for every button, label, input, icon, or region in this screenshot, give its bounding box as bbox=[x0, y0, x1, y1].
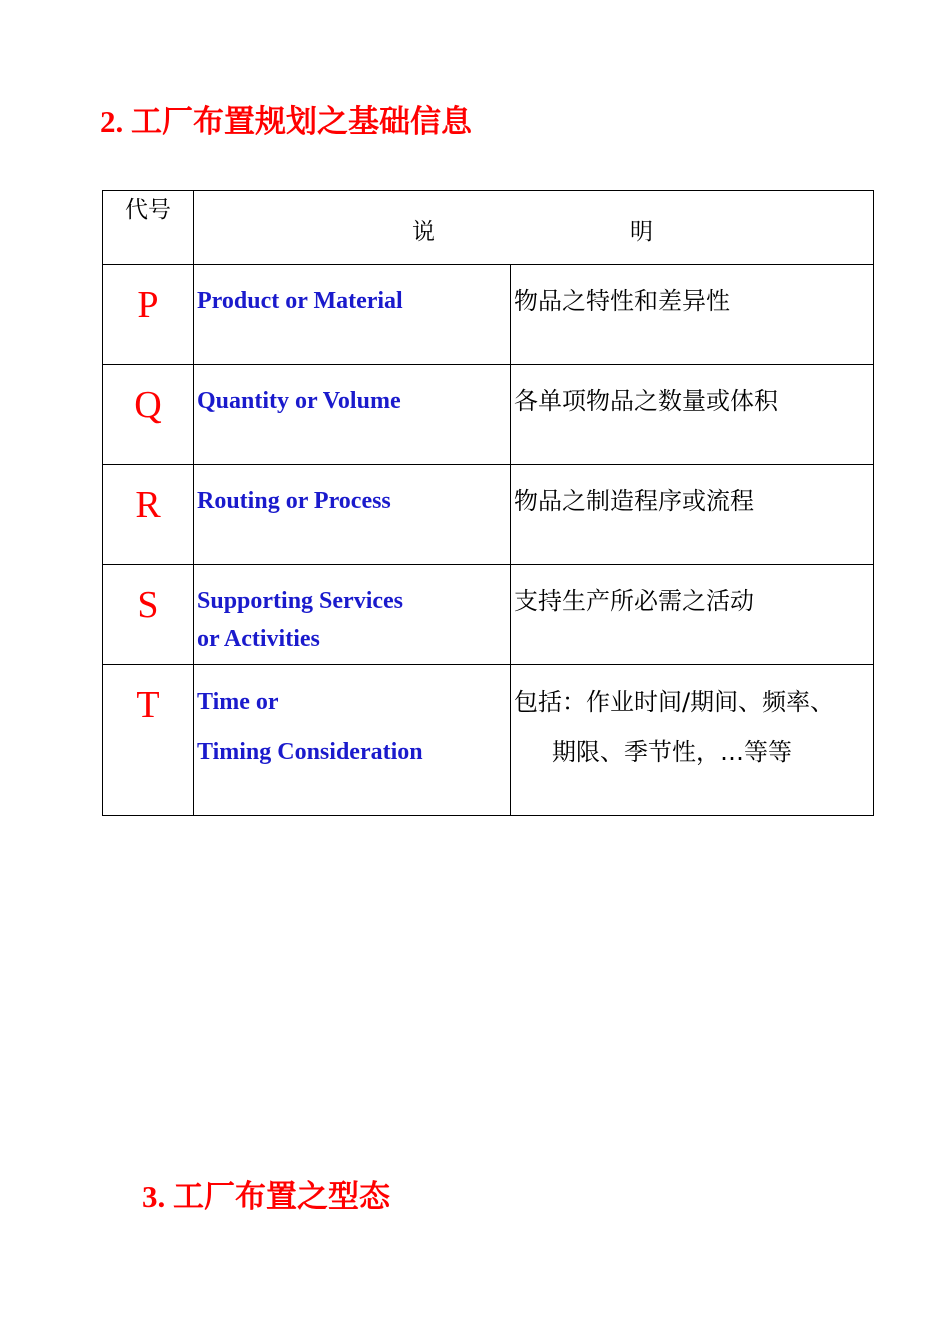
chinese-description-line: 期限、季节性，…等等 bbox=[552, 738, 792, 766]
code-cell: P bbox=[103, 265, 194, 365]
pqrst-table bbox=[102, 190, 874, 816]
code-cell: Q bbox=[103, 365, 194, 465]
english-term bbox=[194, 565, 511, 665]
table-row-r bbox=[103, 465, 874, 565]
code-cell: S bbox=[103, 565, 194, 665]
header-description bbox=[194, 191, 874, 265]
english-term: Routing or Process bbox=[194, 465, 511, 565]
header-description-part2: 明 bbox=[630, 219, 653, 245]
code-cell: T bbox=[103, 665, 194, 816]
section-heading-basic-info: 2. 工厂布置规划之基础信息 bbox=[100, 104, 472, 139]
chinese-description: 支持生产所必需之活动 bbox=[511, 565, 874, 665]
english-term-line: Time or bbox=[197, 689, 279, 715]
chinese-description bbox=[511, 665, 874, 816]
header-description-part1: 说 bbox=[412, 219, 435, 245]
table-row-s bbox=[103, 565, 874, 665]
english-term-line: Supporting Services bbox=[197, 588, 404, 614]
code-cell: R bbox=[103, 465, 194, 565]
english-term-clipped-line: or Activities bbox=[197, 626, 320, 652]
chinese-description: 物品之特性和差异性 bbox=[511, 265, 874, 365]
chinese-description: 各单项物品之数量或体积 bbox=[511, 365, 874, 465]
english-term bbox=[194, 665, 511, 816]
english-term: Quantity or Volume bbox=[194, 365, 511, 465]
header-code: 代号 bbox=[103, 191, 194, 265]
table-row-q bbox=[103, 365, 874, 465]
table-row-t bbox=[103, 665, 874, 816]
section-heading-layout-types: 3. 工厂布置之型态 bbox=[142, 1179, 390, 1214]
table-row-p bbox=[103, 265, 874, 365]
chinese-description-line: 包括：作业时间/期间、频率、 bbox=[514, 688, 835, 716]
english-term-line: Timing Consideration bbox=[197, 739, 423, 765]
table-header-row bbox=[103, 191, 874, 265]
english-term: Product or Material bbox=[194, 265, 511, 365]
chinese-description: 物品之制造程序或流程 bbox=[511, 465, 874, 565]
